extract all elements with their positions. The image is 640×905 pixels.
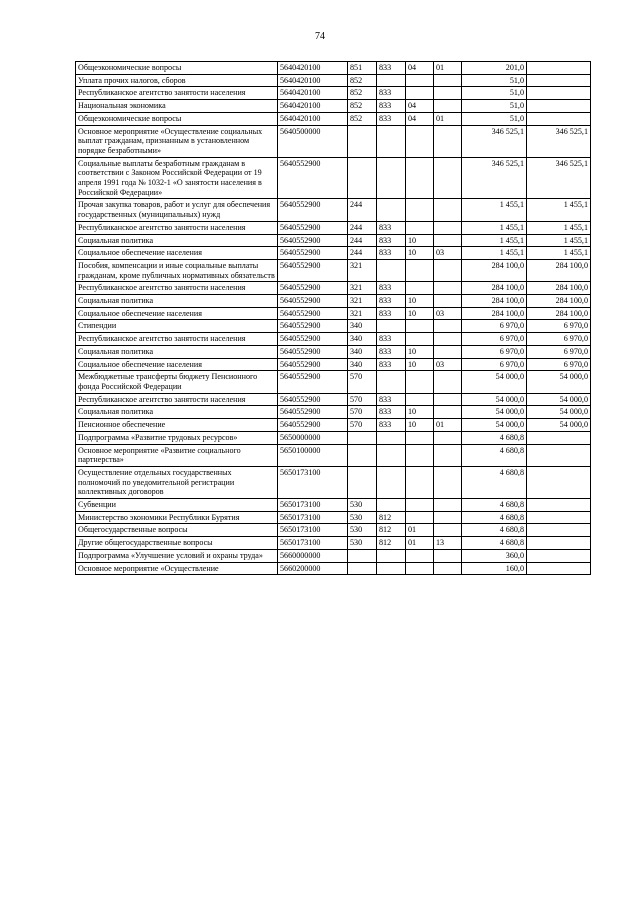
cell-expense-type bbox=[348, 125, 377, 157]
cell-amount-2 bbox=[527, 537, 591, 550]
cell-administrator: 812 bbox=[377, 537, 406, 550]
cell-amount-1: 4 680,8 bbox=[462, 444, 527, 466]
cell-amount-2: 54 000,0 bbox=[527, 393, 591, 406]
cell-subsection bbox=[434, 157, 462, 199]
cell-administrator bbox=[377, 499, 406, 512]
table-row bbox=[76, 307, 591, 320]
cell-amount-1: 160,0 bbox=[462, 562, 527, 575]
cell-expense-type bbox=[348, 562, 377, 575]
cell-name: Республиканское агентство занятости населения bbox=[76, 221, 278, 234]
cell-target-article: 5640420100 bbox=[278, 87, 348, 100]
cell-administrator: 833 bbox=[377, 393, 406, 406]
cell-name: Национальная экономика bbox=[76, 100, 278, 113]
cell-amount-2 bbox=[527, 549, 591, 562]
cell-amount-2: 6 970,0 bbox=[527, 358, 591, 371]
cell-expense-type: 851 bbox=[348, 62, 377, 75]
table-row bbox=[76, 74, 591, 87]
page-number: 74 bbox=[315, 31, 325, 42]
cell-subsection bbox=[434, 333, 462, 346]
cell-expense-type: 340 bbox=[348, 345, 377, 358]
cell-subsection bbox=[434, 499, 462, 512]
cell-amount-1: 346 525,1 bbox=[462, 157, 527, 199]
cell-amount-2 bbox=[527, 511, 591, 524]
cell-amount-1: 6 970,0 bbox=[462, 345, 527, 358]
cell-amount-1: 1 455,1 bbox=[462, 247, 527, 260]
table-row bbox=[76, 234, 591, 247]
cell-name: Республиканское агентство занятости населения bbox=[76, 393, 278, 406]
cell-expense-type: 852 bbox=[348, 87, 377, 100]
cell-expense-type: 530 bbox=[348, 524, 377, 537]
cell-target-article: 5640552900 bbox=[278, 282, 348, 295]
cell-administrator bbox=[377, 157, 406, 199]
cell-section bbox=[406, 466, 434, 498]
cell-amount-1: 54 000,0 bbox=[462, 406, 527, 419]
cell-name: Общегосударственные вопросы bbox=[76, 524, 278, 537]
cell-target-article: 5640552900 bbox=[278, 221, 348, 234]
cell-section: 10 bbox=[406, 247, 434, 260]
cell-target-article: 5640552900 bbox=[278, 345, 348, 358]
cell-amount-2 bbox=[527, 466, 591, 498]
cell-amount-1: 284 100,0 bbox=[462, 307, 527, 320]
cell-amount-2 bbox=[527, 112, 591, 125]
cell-amount-1: 6 970,0 bbox=[462, 333, 527, 346]
cell-section bbox=[406, 221, 434, 234]
cell-expense-type bbox=[348, 549, 377, 562]
cell-section: 10 bbox=[406, 419, 434, 432]
cell-subsection bbox=[434, 511, 462, 524]
cell-subsection bbox=[434, 234, 462, 247]
cell-target-article: 5640552900 bbox=[278, 371, 348, 393]
cell-subsection bbox=[434, 87, 462, 100]
cell-subsection bbox=[434, 406, 462, 419]
cell-target-article: 5650000000 bbox=[278, 431, 348, 444]
table-row bbox=[76, 562, 591, 575]
cell-amount-1: 1 455,1 bbox=[462, 234, 527, 247]
cell-amount-2 bbox=[527, 562, 591, 575]
table-row bbox=[76, 100, 591, 113]
cell-section bbox=[406, 499, 434, 512]
cell-section bbox=[406, 393, 434, 406]
cell-name: Социальное обеспечение населения bbox=[76, 247, 278, 260]
cell-amount-2 bbox=[527, 524, 591, 537]
cell-amount-1: 284 100,0 bbox=[462, 295, 527, 308]
table-row bbox=[76, 499, 591, 512]
cell-amount-1: 51,0 bbox=[462, 87, 527, 100]
cell-amount-2: 284 100,0 bbox=[527, 295, 591, 308]
cell-subsection: 01 bbox=[434, 419, 462, 432]
cell-administrator: 833 bbox=[377, 406, 406, 419]
cell-section bbox=[406, 562, 434, 575]
cell-name: Общеэкономические вопросы bbox=[76, 62, 278, 75]
cell-amount-1: 6 970,0 bbox=[462, 358, 527, 371]
cell-name: Социальная политика bbox=[76, 234, 278, 247]
cell-subsection bbox=[434, 393, 462, 406]
cell-amount-2: 6 970,0 bbox=[527, 345, 591, 358]
cell-expense-type: 340 bbox=[348, 358, 377, 371]
cell-target-article: 5640552900 bbox=[278, 358, 348, 371]
cell-administrator: 812 bbox=[377, 524, 406, 537]
cell-subsection bbox=[434, 466, 462, 498]
cell-subsection: 01 bbox=[434, 62, 462, 75]
cell-amount-2: 6 970,0 bbox=[527, 320, 591, 333]
cell-target-article: 5650173100 bbox=[278, 537, 348, 550]
cell-amount-1: 4 680,8 bbox=[462, 524, 527, 537]
cell-name: Социальное обеспечение населения bbox=[76, 307, 278, 320]
cell-name: Министерство экономики Республики Бурятия bbox=[76, 511, 278, 524]
cell-amount-1: 1 455,1 bbox=[462, 221, 527, 234]
cell-section bbox=[406, 157, 434, 199]
cell-name: Социальная политика bbox=[76, 406, 278, 419]
cell-target-article: 5640552900 bbox=[278, 419, 348, 432]
cell-section bbox=[406, 199, 434, 221]
cell-administrator: 833 bbox=[377, 221, 406, 234]
cell-administrator bbox=[377, 549, 406, 562]
cell-expense-type: 340 bbox=[348, 320, 377, 333]
cell-administrator bbox=[377, 125, 406, 157]
table-row bbox=[76, 406, 591, 419]
cell-name: Основное мероприятие «Развитие социального партнерства» bbox=[76, 444, 278, 466]
cell-amount-1: 51,0 bbox=[462, 74, 527, 87]
table-row bbox=[76, 419, 591, 432]
cell-target-article: 5640552900 bbox=[278, 320, 348, 333]
cell-section: 10 bbox=[406, 307, 434, 320]
cell-target-article: 5640552900 bbox=[278, 333, 348, 346]
cell-target-article: 5640420100 bbox=[278, 100, 348, 113]
cell-name: Республиканское агентство занятости населения bbox=[76, 87, 278, 100]
table-row bbox=[76, 157, 591, 199]
cell-amount-2: 284 100,0 bbox=[527, 282, 591, 295]
cell-administrator bbox=[377, 466, 406, 498]
cell-amount-2: 346 525,1 bbox=[527, 125, 591, 157]
cell-administrator: 833 bbox=[377, 234, 406, 247]
cell-name: Прочая закупка товаров, работ и услуг для обеспечения государственных (муниципальных) нужд bbox=[76, 199, 278, 221]
cell-amount-1: 51,0 bbox=[462, 100, 527, 113]
cell-name: Республиканское агентство занятости населения bbox=[76, 282, 278, 295]
cell-amount-1: 1 455,1 bbox=[462, 199, 527, 221]
cell-administrator bbox=[377, 444, 406, 466]
cell-administrator: 833 bbox=[377, 62, 406, 75]
cell-expense-type: 321 bbox=[348, 282, 377, 295]
cell-administrator: 833 bbox=[377, 307, 406, 320]
cell-section: 10 bbox=[406, 406, 434, 419]
cell-expense-type: 852 bbox=[348, 100, 377, 113]
cell-subsection bbox=[434, 371, 462, 393]
cell-target-article: 5640552900 bbox=[278, 393, 348, 406]
cell-expense-type: 321 bbox=[348, 295, 377, 308]
table-row bbox=[76, 444, 591, 466]
cell-subsection bbox=[434, 320, 462, 333]
cell-amount-1: 4 680,8 bbox=[462, 431, 527, 444]
cell-amount-1: 54 000,0 bbox=[462, 371, 527, 393]
cell-section: 10 bbox=[406, 358, 434, 371]
cell-amount-1: 6 970,0 bbox=[462, 320, 527, 333]
cell-subsection bbox=[434, 549, 462, 562]
cell-target-article: 5660000000 bbox=[278, 549, 348, 562]
cell-amount-2 bbox=[527, 87, 591, 100]
table-row bbox=[76, 358, 591, 371]
cell-section: 04 bbox=[406, 100, 434, 113]
cell-expense-type: 530 bbox=[348, 537, 377, 550]
cell-name: Другие общегосударственные вопросы bbox=[76, 537, 278, 550]
cell-name: Общеэкономические вопросы bbox=[76, 112, 278, 125]
cell-administrator bbox=[377, 371, 406, 393]
cell-target-article: 5650100000 bbox=[278, 444, 348, 466]
cell-administrator: 833 bbox=[377, 358, 406, 371]
cell-section bbox=[406, 125, 434, 157]
cell-section: 01 bbox=[406, 537, 434, 550]
cell-section: 10 bbox=[406, 234, 434, 247]
table-row bbox=[76, 466, 591, 498]
cell-amount-2: 1 455,1 bbox=[527, 221, 591, 234]
cell-section bbox=[406, 444, 434, 466]
cell-section bbox=[406, 371, 434, 393]
cell-name: Основное мероприятие «Осуществление социальных выплат гражданам, признанным в установленном порядке безработными» bbox=[76, 125, 278, 157]
cell-name: Подпрограмма «Улучшение условий и охраны труда» bbox=[76, 549, 278, 562]
cell-subsection bbox=[434, 100, 462, 113]
cell-name: Субвенции bbox=[76, 499, 278, 512]
cell-administrator: 833 bbox=[377, 345, 406, 358]
cell-target-article: 5640552900 bbox=[278, 234, 348, 247]
cell-subsection bbox=[434, 345, 462, 358]
table-row bbox=[76, 549, 591, 562]
cell-subsection bbox=[434, 524, 462, 537]
cell-amount-1: 54 000,0 bbox=[462, 419, 527, 432]
cell-expense-type: 321 bbox=[348, 259, 377, 281]
cell-name: Социальная политика bbox=[76, 345, 278, 358]
cell-expense-type: 570 bbox=[348, 419, 377, 432]
table-row bbox=[76, 345, 591, 358]
cell-administrator: 833 bbox=[377, 100, 406, 113]
cell-amount-2: 54 000,0 bbox=[527, 406, 591, 419]
cell-section bbox=[406, 87, 434, 100]
table-row bbox=[76, 431, 591, 444]
cell-subsection bbox=[434, 221, 462, 234]
budget-table bbox=[75, 61, 591, 575]
cell-target-article: 5640552900 bbox=[278, 406, 348, 419]
cell-section: 04 bbox=[406, 62, 434, 75]
cell-amount-2 bbox=[527, 100, 591, 113]
cell-name: Социальные выплаты безработным гражданам в соответствии с Законом Российской Федерации от 19 апреля 1991 года № 1032-1 «О занятости населения в Российской Федерации» bbox=[76, 157, 278, 199]
table-row bbox=[76, 247, 591, 260]
cell-administrator: 833 bbox=[377, 247, 406, 260]
cell-target-article: 5650173100 bbox=[278, 466, 348, 498]
cell-name: Осуществление отдельных государственных полномочий по уведомительной регистрации коллективных договоров bbox=[76, 466, 278, 498]
cell-name: Подпрограмма «Развитие трудовых ресурсов» bbox=[76, 431, 278, 444]
cell-subsection: 03 bbox=[434, 307, 462, 320]
cell-amount-1: 346 525,1 bbox=[462, 125, 527, 157]
table-row bbox=[76, 62, 591, 75]
cell-amount-1: 4 680,8 bbox=[462, 537, 527, 550]
cell-name: Основное мероприятие «Осуществление bbox=[76, 562, 278, 575]
cell-target-article: 5650173100 bbox=[278, 499, 348, 512]
cell-amount-2 bbox=[527, 74, 591, 87]
table-row bbox=[76, 371, 591, 393]
cell-expense-type: 244 bbox=[348, 221, 377, 234]
cell-section bbox=[406, 259, 434, 281]
cell-administrator: 833 bbox=[377, 87, 406, 100]
cell-amount-1: 4 680,8 bbox=[462, 466, 527, 498]
cell-target-article: 5640420100 bbox=[278, 112, 348, 125]
cell-subsection bbox=[434, 125, 462, 157]
cell-administrator bbox=[377, 259, 406, 281]
cell-administrator bbox=[377, 320, 406, 333]
cell-target-article: 5640420100 bbox=[278, 74, 348, 87]
cell-subsection: 03 bbox=[434, 247, 462, 260]
cell-name: Социальная политика bbox=[76, 295, 278, 308]
cell-amount-2 bbox=[527, 444, 591, 466]
cell-expense-type: 244 bbox=[348, 247, 377, 260]
table-row bbox=[76, 112, 591, 125]
cell-subsection bbox=[434, 199, 462, 221]
cell-amount-1: 360,0 bbox=[462, 549, 527, 562]
cell-section bbox=[406, 549, 434, 562]
cell-expense-type bbox=[348, 157, 377, 199]
cell-target-article: 5640552900 bbox=[278, 199, 348, 221]
cell-expense-type bbox=[348, 444, 377, 466]
cell-target-article: 5640552900 bbox=[278, 259, 348, 281]
table-row bbox=[76, 125, 591, 157]
cell-subsection bbox=[434, 444, 462, 466]
cell-administrator bbox=[377, 199, 406, 221]
cell-section: 10 bbox=[406, 295, 434, 308]
table-row bbox=[76, 199, 591, 221]
cell-amount-2: 54 000,0 bbox=[527, 371, 591, 393]
cell-amount-2 bbox=[527, 431, 591, 444]
cell-administrator bbox=[377, 74, 406, 87]
cell-expense-type: 852 bbox=[348, 112, 377, 125]
cell-administrator: 833 bbox=[377, 333, 406, 346]
cell-expense-type: 570 bbox=[348, 393, 377, 406]
cell-amount-1: 54 000,0 bbox=[462, 393, 527, 406]
cell-target-article: 5640420100 bbox=[278, 62, 348, 75]
cell-amount-1: 201,0 bbox=[462, 62, 527, 75]
cell-subsection bbox=[434, 259, 462, 281]
cell-target-article: 5640552900 bbox=[278, 307, 348, 320]
cell-expense-type: 852 bbox=[348, 74, 377, 87]
cell-target-article: 5640552900 bbox=[278, 247, 348, 260]
table-row bbox=[76, 221, 591, 234]
table-row bbox=[76, 393, 591, 406]
cell-name: Пособия, компенсации и иные социальные выплаты гражданам, кроме публичных нормативных обязательств bbox=[76, 259, 278, 281]
cell-section: 01 bbox=[406, 524, 434, 537]
cell-administrator: 833 bbox=[377, 112, 406, 125]
cell-name: Уплата прочих налогов, сборов bbox=[76, 74, 278, 87]
cell-subsection bbox=[434, 431, 462, 444]
cell-section bbox=[406, 74, 434, 87]
cell-amount-1: 4 680,8 bbox=[462, 499, 527, 512]
cell-subsection: 03 bbox=[434, 358, 462, 371]
cell-administrator: 833 bbox=[377, 282, 406, 295]
table-row bbox=[76, 282, 591, 295]
cell-amount-2: 284 100,0 bbox=[527, 259, 591, 281]
cell-expense-type: 340 bbox=[348, 333, 377, 346]
cell-subsection bbox=[434, 282, 462, 295]
table-row bbox=[76, 87, 591, 100]
cell-target-article: 5640552900 bbox=[278, 157, 348, 199]
table-row bbox=[76, 295, 591, 308]
cell-amount-1: 284 100,0 bbox=[462, 282, 527, 295]
cell-administrator: 833 bbox=[377, 295, 406, 308]
table-row bbox=[76, 320, 591, 333]
cell-expense-type: 244 bbox=[348, 234, 377, 247]
cell-amount-1: 51,0 bbox=[462, 112, 527, 125]
cell-expense-type: 321 bbox=[348, 307, 377, 320]
cell-subsection bbox=[434, 562, 462, 575]
cell-subsection: 13 bbox=[434, 537, 462, 550]
cell-subsection: 01 bbox=[434, 112, 462, 125]
cell-section: 10 bbox=[406, 345, 434, 358]
cell-amount-1: 4 680,8 bbox=[462, 511, 527, 524]
cell-subsection bbox=[434, 74, 462, 87]
table-row bbox=[76, 511, 591, 524]
cell-section bbox=[406, 431, 434, 444]
cell-section bbox=[406, 282, 434, 295]
cell-expense-type: 570 bbox=[348, 371, 377, 393]
cell-section bbox=[406, 320, 434, 333]
cell-administrator bbox=[377, 562, 406, 575]
cell-expense-type bbox=[348, 431, 377, 444]
cell-amount-2: 54 000,0 bbox=[527, 419, 591, 432]
cell-expense-type: 530 bbox=[348, 499, 377, 512]
cell-administrator: 833 bbox=[377, 419, 406, 432]
budget-table-body bbox=[76, 62, 591, 575]
cell-amount-1: 284 100,0 bbox=[462, 259, 527, 281]
table-row bbox=[76, 524, 591, 537]
cell-amount-2 bbox=[527, 499, 591, 512]
table-row bbox=[76, 259, 591, 281]
cell-target-article: 5640552900 bbox=[278, 295, 348, 308]
cell-amount-2: 346 525,1 bbox=[527, 157, 591, 199]
cell-name: Межбюджетные трансферты бюджету Пенсионного фонда Российской Федерации bbox=[76, 371, 278, 393]
cell-expense-type: 530 bbox=[348, 511, 377, 524]
cell-name: Пенсионное обеспечение bbox=[76, 419, 278, 432]
cell-name: Стипендии bbox=[76, 320, 278, 333]
cell-target-article: 5650173100 bbox=[278, 524, 348, 537]
cell-name: Социальное обеспечение населения bbox=[76, 358, 278, 371]
cell-name: Республиканское агентство занятости населения bbox=[76, 333, 278, 346]
cell-expense-type: 570 bbox=[348, 406, 377, 419]
cell-administrator bbox=[377, 431, 406, 444]
table-row bbox=[76, 333, 591, 346]
cell-target-article: 5660200000 bbox=[278, 562, 348, 575]
cell-amount-2: 1 455,1 bbox=[527, 234, 591, 247]
cell-amount-2: 1 455,1 bbox=[527, 247, 591, 260]
cell-amount-2: 6 970,0 bbox=[527, 333, 591, 346]
cell-section bbox=[406, 333, 434, 346]
cell-administrator: 812 bbox=[377, 511, 406, 524]
cell-subsection bbox=[434, 295, 462, 308]
cell-section: 04 bbox=[406, 112, 434, 125]
cell-expense-type bbox=[348, 466, 377, 498]
cell-section bbox=[406, 511, 434, 524]
cell-amount-2 bbox=[527, 62, 591, 75]
cell-target-article: 5650173100 bbox=[278, 511, 348, 524]
cell-target-article: 5640500000 bbox=[278, 125, 348, 157]
cell-expense-type: 244 bbox=[348, 199, 377, 221]
cell-amount-2: 1 455,1 bbox=[527, 199, 591, 221]
table-row bbox=[76, 537, 591, 550]
cell-amount-2: 284 100,0 bbox=[527, 307, 591, 320]
